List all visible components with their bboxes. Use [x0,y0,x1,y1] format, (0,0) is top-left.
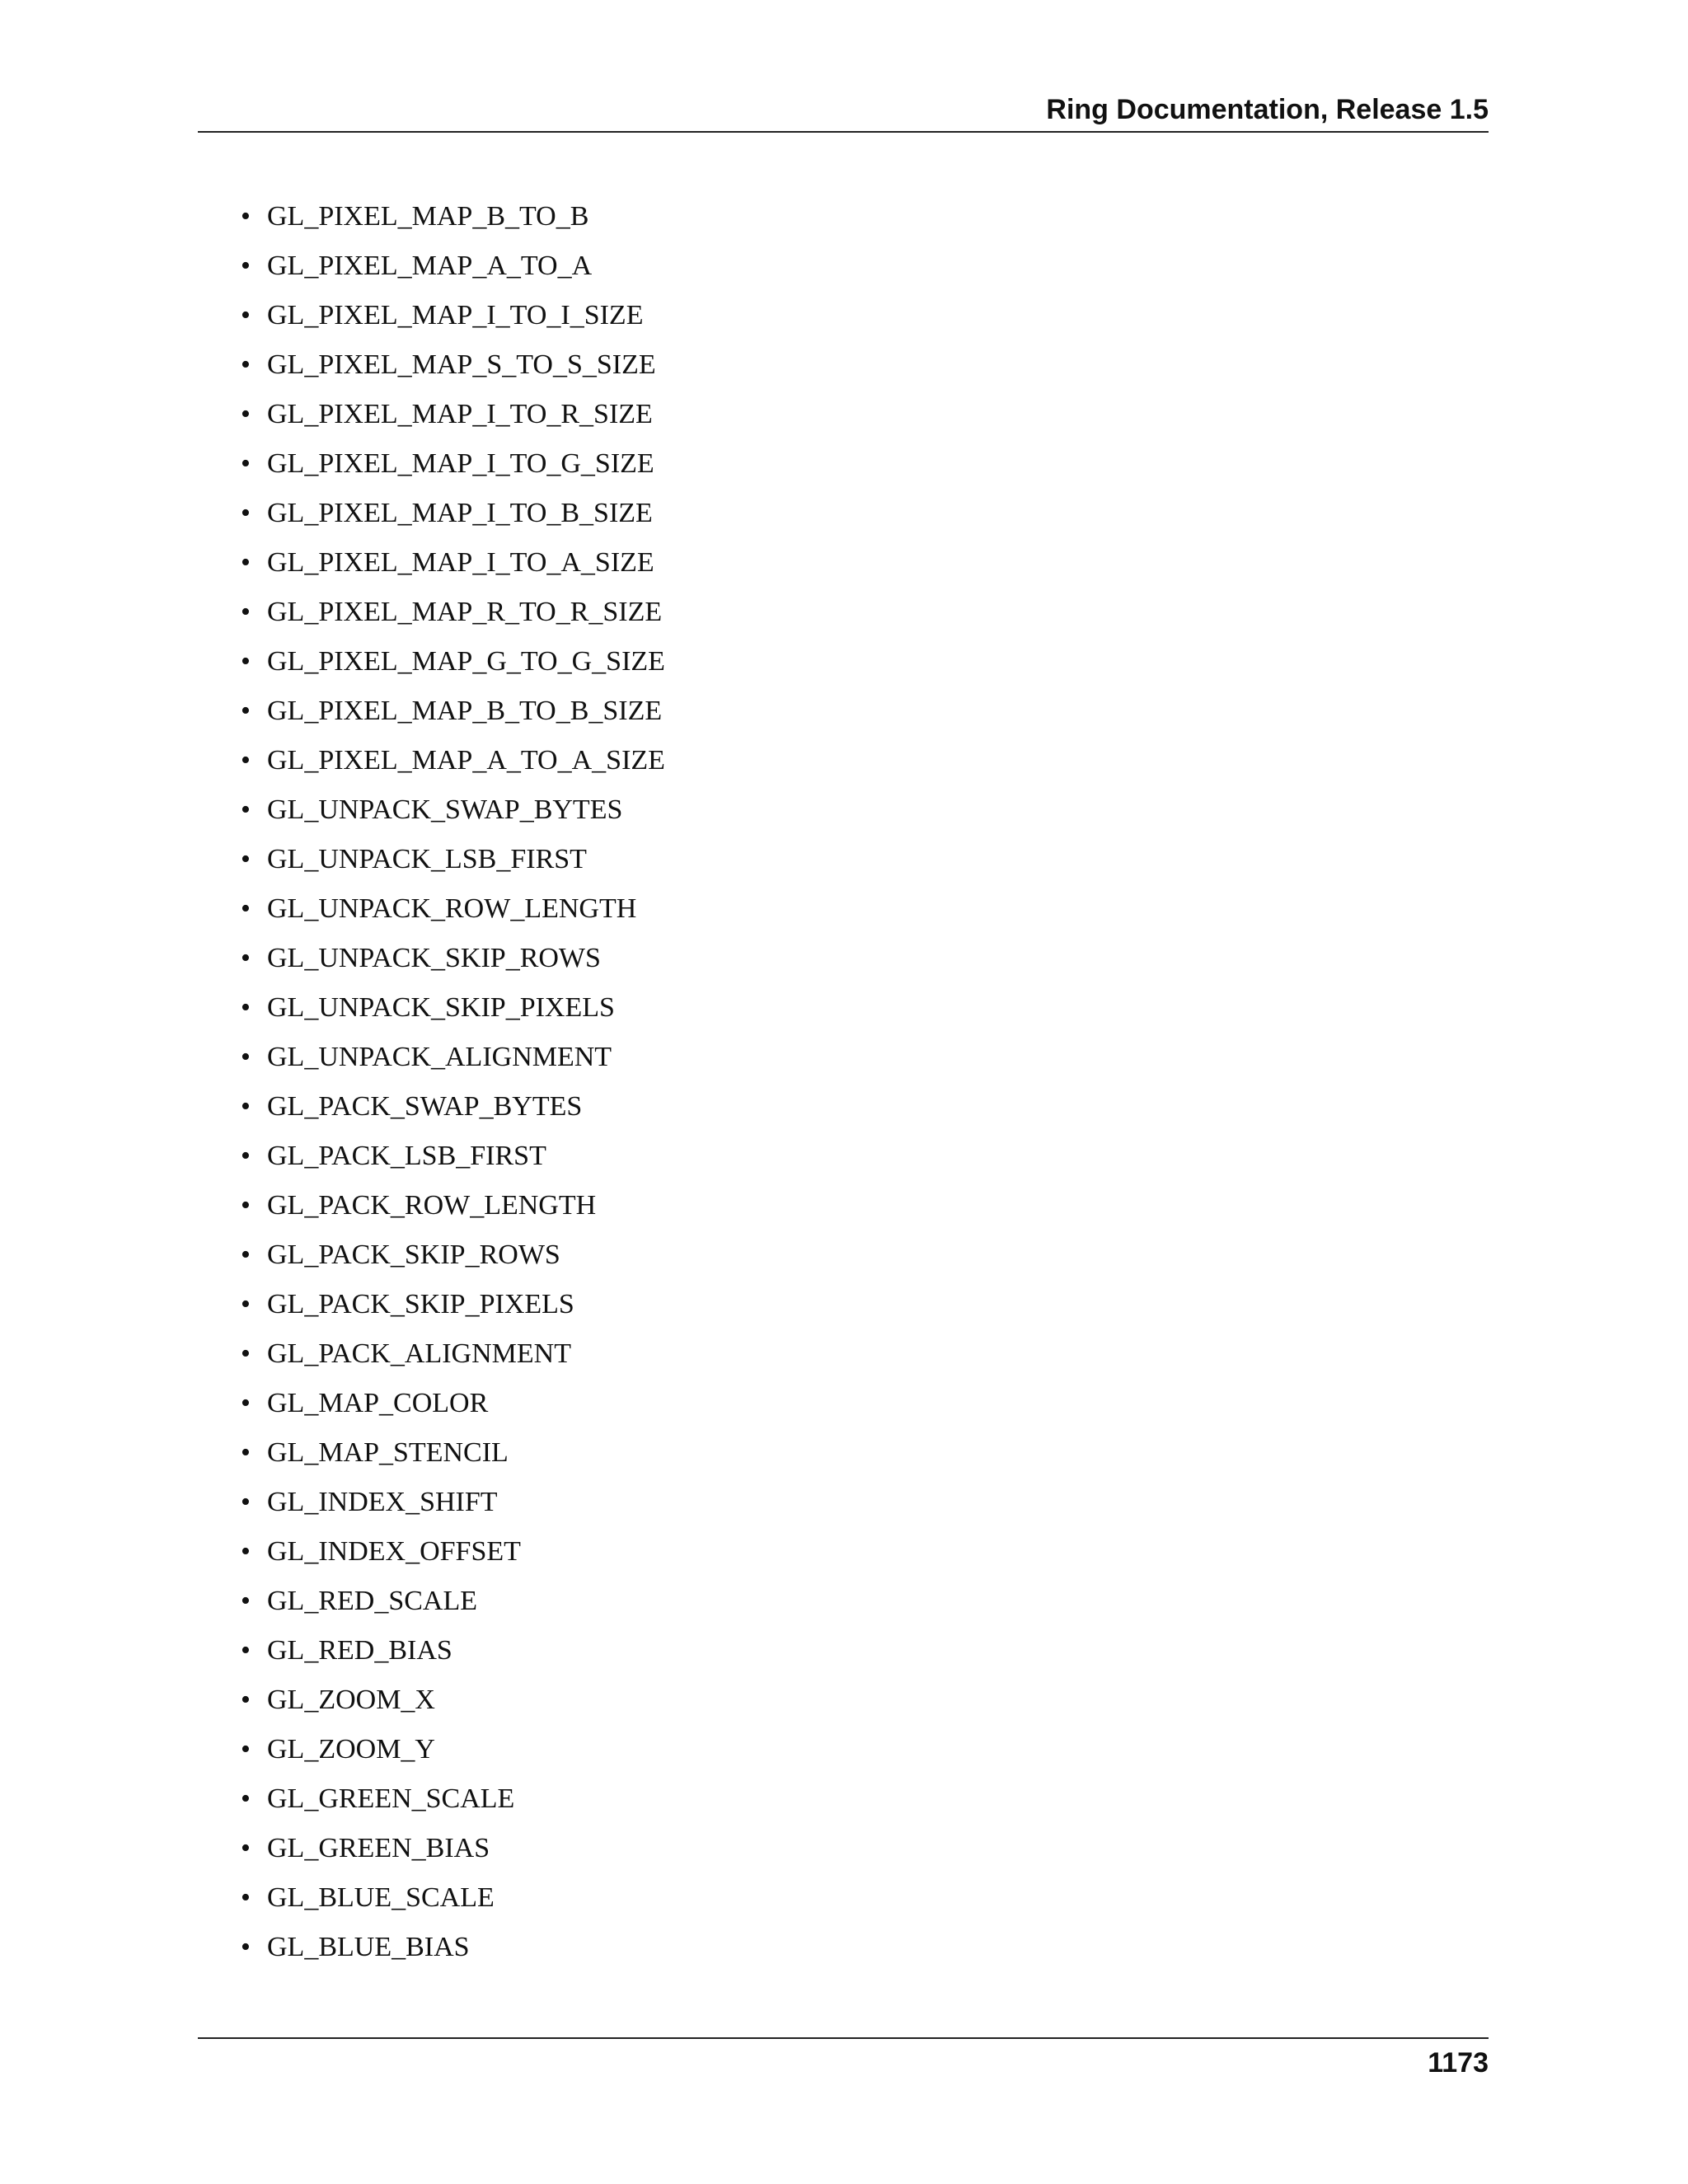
bullet-icon: • [241,1042,251,1072]
bullet-icon: • [241,1932,251,1962]
list-item [241,785,665,835]
bullet-icon: • [241,1338,251,1369]
bullet-icon: • [241,399,251,429]
bullet-icon: • [241,646,251,677]
list-item-text: GL_INDEX_OFFSET [267,1536,521,1567]
list-item [241,1280,665,1329]
list-item-text: GL_RED_SCALE [267,1586,477,1616]
list-item [241,687,665,736]
list-item-text: GL_PIXEL_MAP_I_TO_I_SIZE [267,300,644,330]
bullet-icon: • [241,794,251,825]
bullet-icon: • [241,547,251,578]
list-item [241,1577,665,1626]
list-item [241,1329,665,1379]
list-item-text: GL_PIXEL_MAP_G_TO_G_SIZE [267,646,665,677]
list-item-text: GL_RED_BIAS [267,1635,452,1666]
list-item [241,489,665,538]
list-item-text: GL_GREEN_SCALE [267,1783,515,1814]
bullet-icon: • [241,1833,251,1863]
list-item [241,1725,665,1774]
bullet-icon: • [241,1734,251,1765]
bullet-icon: • [241,1141,251,1171]
list-item [241,884,665,934]
list-item-text: GL_PIXEL_MAP_I_TO_B_SIZE [267,498,653,528]
list-item [241,588,665,637]
header-rule [198,131,1489,133]
bullet-icon: • [241,1240,251,1270]
list-item-text: GL_PIXEL_MAP_A_TO_A_SIZE [267,745,665,776]
bullet-icon: • [241,1685,251,1715]
list-item-text: GL_MAP_STENCIL [267,1437,509,1468]
list-item [241,934,665,983]
list-item [241,241,665,291]
list-item [241,1379,665,1428]
list-item-text: GL_UNPACK_ALIGNMENT [267,1042,612,1072]
list-item-text: GL_PIXEL_MAP_R_TO_R_SIZE [267,597,663,627]
list-item [241,439,665,489]
bullet-icon: • [241,498,251,528]
list-item [241,1527,665,1577]
list-item-text: GL_BLUE_BIAS [267,1932,470,1962]
list-item-text: GL_ZOOM_Y [267,1734,435,1765]
bullet-icon: • [241,1882,251,1913]
bullet-icon: • [241,1536,251,1567]
list-item-text: GL_BLUE_SCALE [267,1882,495,1913]
bullet-icon: • [241,992,251,1023]
list-item-text: GL_PIXEL_MAP_B_TO_B_SIZE [267,696,663,726]
list-item-text: GL_PACK_SKIP_PIXELS [267,1289,574,1319]
bullet-icon: • [241,349,251,380]
list-item-text: GL_PIXEL_MAP_S_TO_S_SIZE [267,349,656,380]
bullet-icon: • [241,300,251,330]
bullet-icon: • [241,844,251,874]
list-item [241,1774,665,1824]
list-item-text: GL_UNPACK_LSB_FIRST [267,844,587,874]
list-item [241,1230,665,1280]
list-item-text: GL_MAP_COLOR [267,1388,489,1418]
page-number: 1173 [1428,2047,1489,2079]
list-item-text: GL_GREEN_BIAS [267,1833,490,1863]
list-item-text: GL_PIXEL_MAP_A_TO_A [267,251,593,281]
list-item [241,1873,665,1923]
list-item-text: GL_PIXEL_MAP_I_TO_R_SIZE [267,399,653,429]
list-item-text: GL_UNPACK_SKIP_PIXELS [267,992,615,1023]
bullet-icon: • [241,1586,251,1616]
bullet-icon: • [241,696,251,726]
list-item [241,835,665,884]
list-item [241,1033,665,1082]
bullet-icon: • [241,893,251,924]
list-item [241,1428,665,1478]
list-item-text: GL_PIXEL_MAP_I_TO_G_SIZE [267,448,654,479]
list-item [241,1923,665,1972]
running-header: Ring Documentation, Release 1.5 [1046,94,1489,125]
list-item [241,291,665,340]
list-item [241,538,665,588]
list-item-text: GL_PIXEL_MAP_I_TO_A_SIZE [267,547,654,578]
list-item [241,1082,665,1132]
list-item-text: GL_PACK_ALIGNMENT [267,1338,571,1369]
bullet-icon: • [241,1783,251,1814]
list-item-text: GL_PACK_LSB_FIRST [267,1141,546,1171]
list-item-text: GL_PACK_SWAP_BYTES [267,1091,583,1122]
list-item [241,736,665,785]
constants-list [241,192,665,1972]
list-item-text: GL_PACK_ROW_LENGTH [267,1190,597,1221]
list-item [241,1824,665,1873]
bullet-icon: • [241,1190,251,1221]
bullet-icon: • [241,943,251,973]
bullet-icon: • [241,448,251,479]
list-item [241,1181,665,1230]
list-item-text: GL_UNPACK_ROW_LENGTH [267,893,637,924]
bullet-icon: • [241,251,251,281]
bullet-icon: • [241,1091,251,1122]
list-item-text: GL_PIXEL_MAP_B_TO_B [267,201,589,232]
footer-rule [198,2037,1489,2039]
list-item [241,983,665,1033]
list-item-text: GL_UNPACK_SKIP_ROWS [267,943,601,973]
bullet-icon: • [241,597,251,627]
bullet-icon: • [241,1487,251,1517]
bullet-icon: • [241,1437,251,1468]
list-item [241,192,665,241]
list-item-text: GL_UNPACK_SWAP_BYTES [267,794,623,825]
bullet-icon: • [241,201,251,232]
bullet-icon: • [241,745,251,776]
list-item [241,1626,665,1675]
list-item [241,1478,665,1527]
list-item-text: GL_ZOOM_X [267,1685,435,1715]
bullet-icon: • [241,1388,251,1418]
list-item [241,390,665,439]
list-item [241,1132,665,1181]
list-item [241,340,665,390]
list-item-text: GL_PACK_SKIP_ROWS [267,1240,560,1270]
list-item-text: GL_INDEX_SHIFT [267,1487,498,1517]
list-item [241,637,665,687]
list-item [241,1675,665,1725]
bullet-icon: • [241,1289,251,1319]
bullet-icon: • [241,1635,251,1666]
